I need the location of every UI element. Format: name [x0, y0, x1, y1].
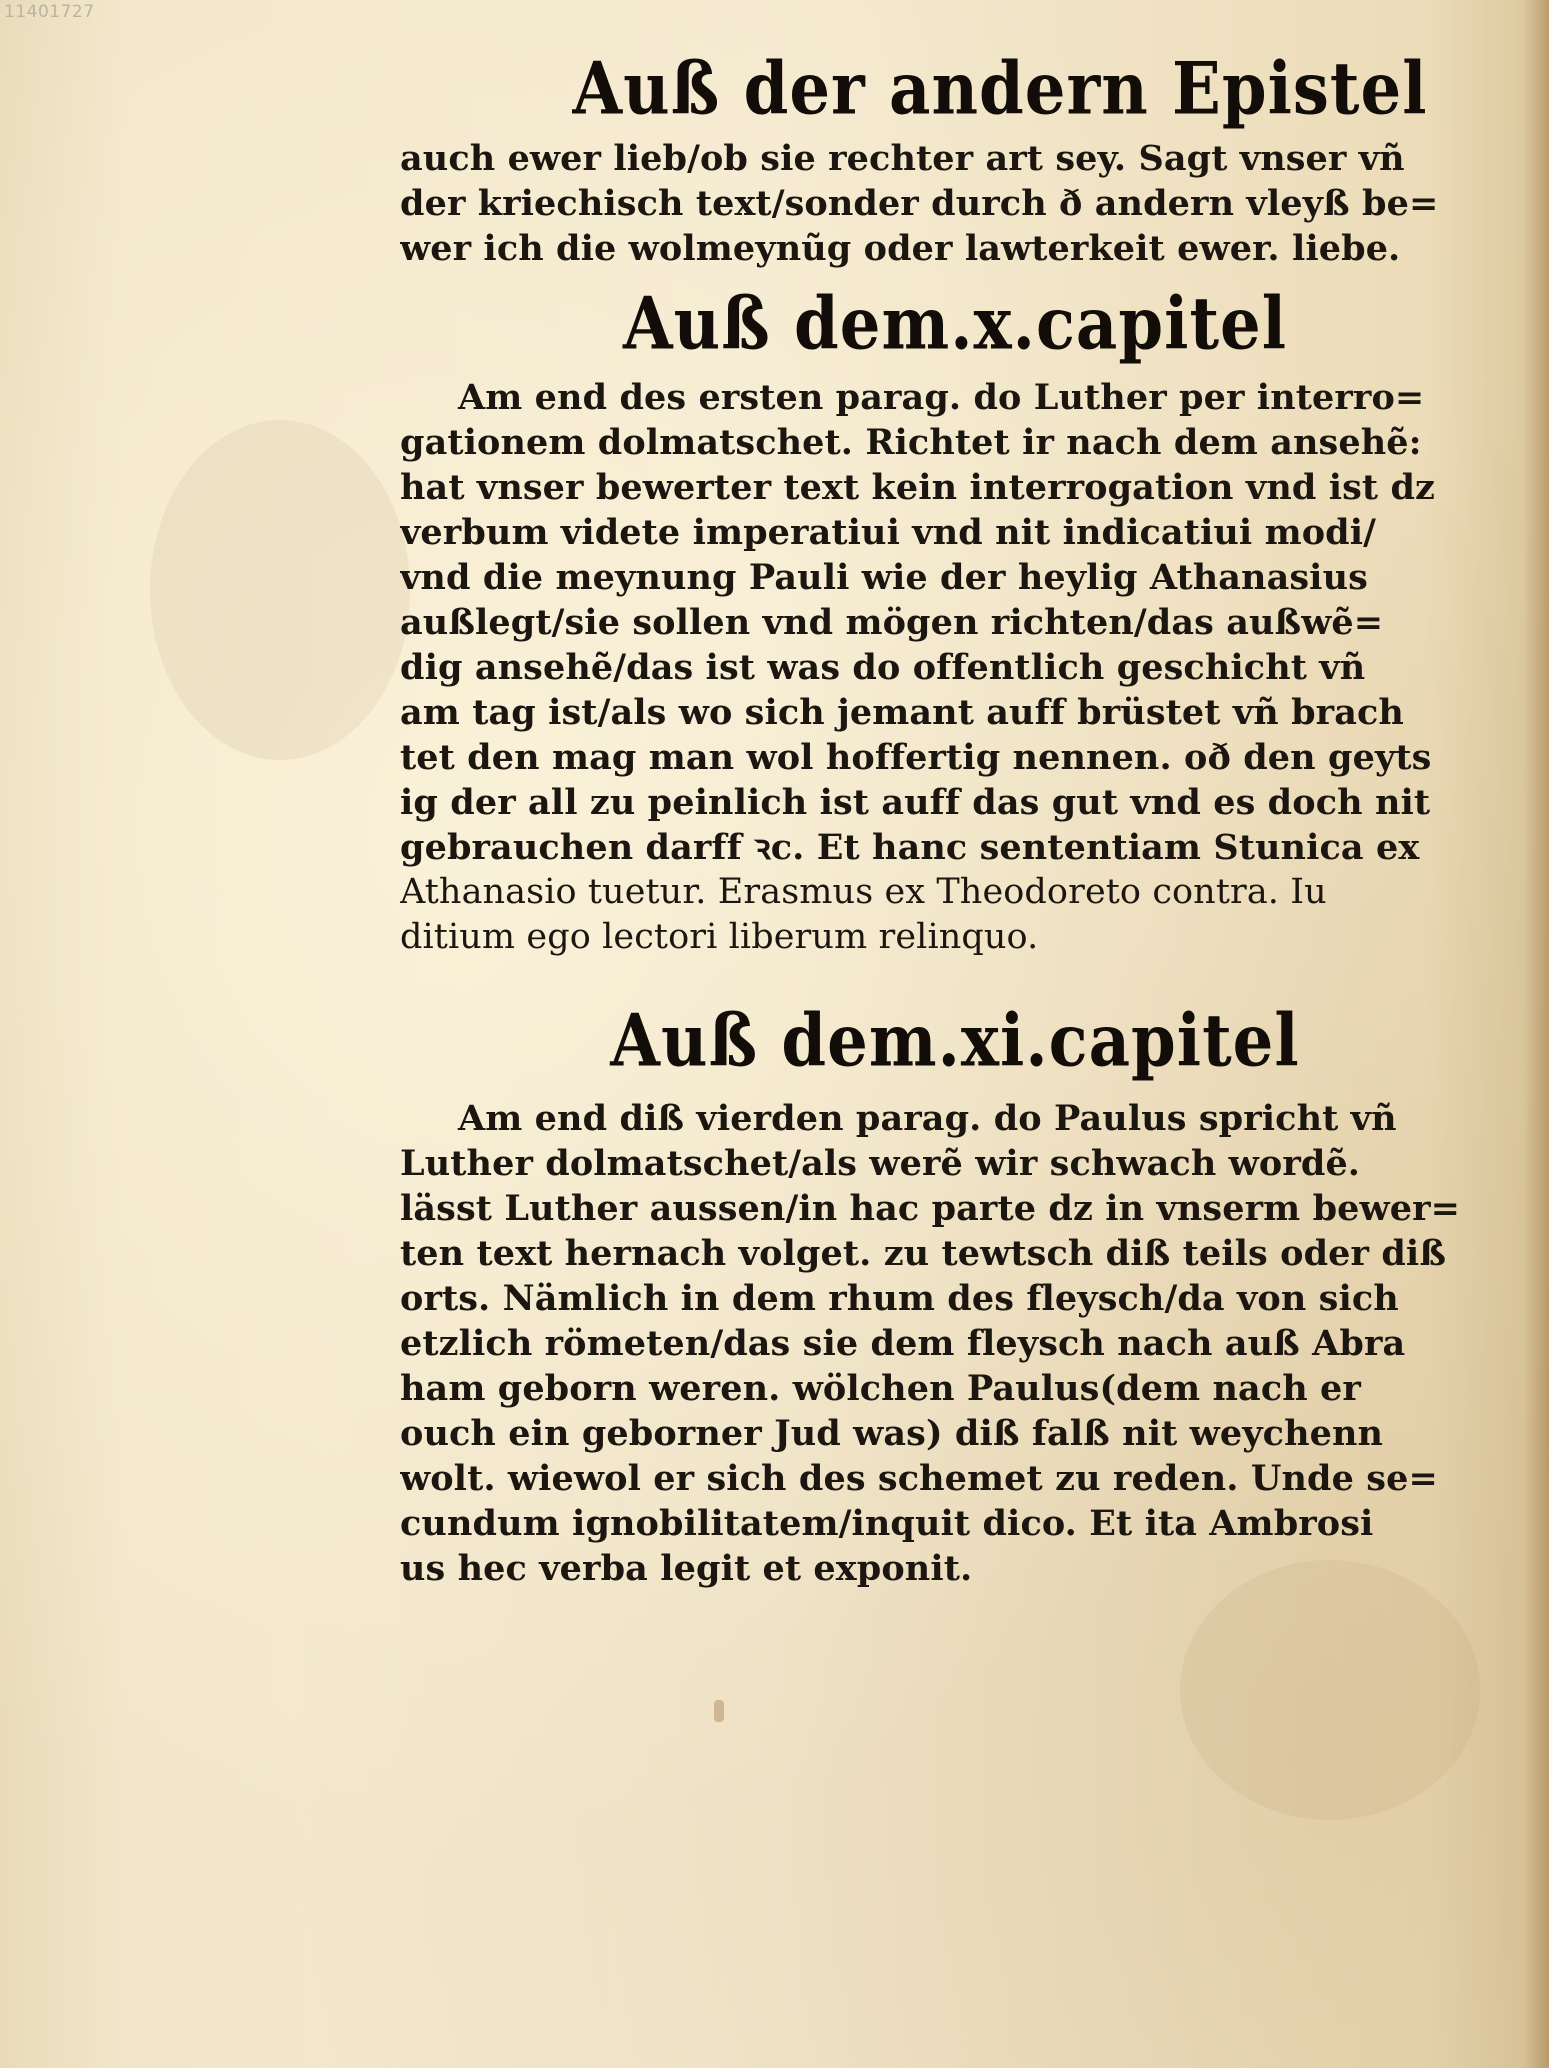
- text-line: verbum videte imperatiui vnd nit indicatiui modi/: [400, 512, 1377, 553]
- text-line: gebrauchen darff ꝛc. Et hanc sententiam Stunica ex: [400, 827, 1420, 868]
- text-line: ten text hernach volget. zu tewtsch diß teils oder diß: [400, 1233, 1447, 1274]
- text-line: orts. Nämlich in dem rhum des fleysch/da von sich: [400, 1278, 1399, 1319]
- text-line: ditium ego lectori liberum relinquo.: [400, 917, 1039, 957]
- text-line: auch ewer lieb/ob sie rechter art sey. Sagt vnser vñ: [400, 138, 1405, 179]
- section-heading: Auß dem.x.capitel: [622, 282, 1288, 367]
- text-line: us hec verba legit et exponit.: [400, 1548, 973, 1589]
- text-line: dig ansehẽ/das ist was do offentlich geschicht vñ: [400, 647, 1366, 688]
- section-heading: Auß der andern Epistel: [572, 47, 1428, 132]
- text-line: ig der all zu peinlich ist auff das gut vnd es doch nit: [400, 782, 1431, 823]
- page-edge-shadow: [1523, 0, 1549, 2068]
- text-line: der kriechisch text/sonder durch ð andern vleyß be=: [400, 183, 1439, 224]
- paper-stain: [150, 420, 410, 760]
- text-line: Am end diß vierden parag. do Paulus spricht vñ: [458, 1098, 1397, 1139]
- text-line: ham geborn weren. wölchen Paulus(dem nach er: [400, 1368, 1361, 1409]
- section-heading: Auß dem.xi.capitel: [610, 999, 1300, 1084]
- text-line: vnd die meynung Pauli wie der heylig Athanasius: [400, 557, 1368, 598]
- text-line: Athanasio tuetur. Erasmus ex Theodoreto contra. Iu: [400, 872, 1327, 912]
- shelfmark-label: 11401727: [4, 2, 95, 22]
- text-line: tet den mag man wol hoffertig nennen. oð den geyts: [400, 737, 1432, 778]
- paper-stain: [1180, 1560, 1480, 1820]
- text-line: wer ich die wolmeynũg oder lawterkeit ewer. liebe.: [400, 228, 1401, 269]
- text-line: außlegt/sie sollen vnd mögen richten/das außwẽ=: [400, 602, 1384, 643]
- text-line: wolt. wiewol er sich des schemet zu reden. Unde se=: [400, 1458, 1438, 1499]
- text-line: cundum ignobilitatem/inquit dico. Et ita Ambrosi: [400, 1503, 1374, 1544]
- text-line: gationem dolmatschet. Richtet ir nach dem ansehẽ:: [400, 422, 1422, 463]
- text-line: Am end des ersten parag. do Luther per interro=: [458, 377, 1425, 418]
- ink-mark: [714, 1700, 724, 1722]
- text-line: etzlich römeten/das sie dem fleysch nach auß Abra: [400, 1323, 1406, 1364]
- text-line: lässt Luther aussen/in hac parte dz in vnserm bewer=: [400, 1188, 1461, 1229]
- text-line: ouch ein geborner Jud was) diß falß nit weychenn: [400, 1413, 1384, 1454]
- text-line: am tag ist/als wo sich jemant auff brüstet vñ brach: [400, 692, 1404, 733]
- text-line: Luther dolmatschet/als werẽ wir schwach wordẽ.: [400, 1143, 1361, 1184]
- text-line: hat vnser bewerter text kein interrogation vnd ist dz: [400, 467, 1436, 508]
- text-block: [400, 47, 1510, 1591]
